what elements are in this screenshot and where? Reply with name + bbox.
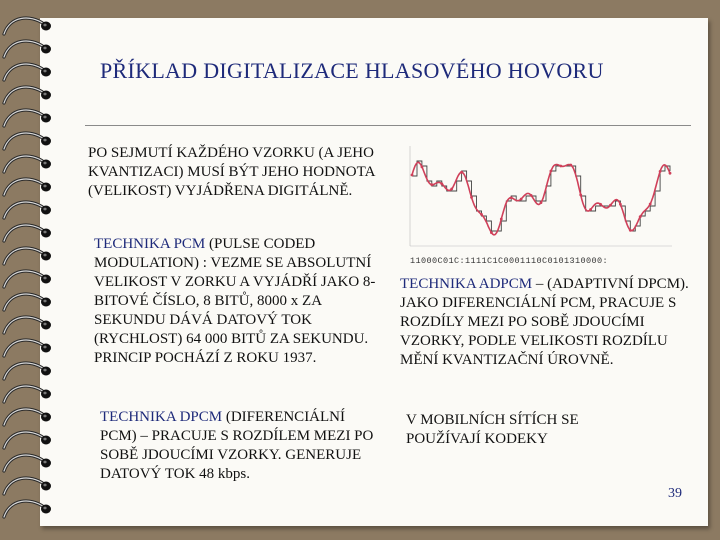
adpcm-heading: TECHNIKA ADPCM bbox=[400, 276, 533, 292]
sample-point bbox=[629, 229, 632, 232]
pcm-text: (PULSE CODED MODULATION) : VEZME SE ABSOLUTNÍ VELIKOST V ZORKU A VYJÁDŘÍ JAKO 8-BITOVÉ ČÍSLO, 8 BITŮ, 8000 x ZA SEKUNDU DÁVÁ DATOVÝ TOK (RYCHLOST) 64 000 BITŮ ZA SEKUNDU. PRINCIP POCHÁZÍ Z ROKU 1937. bbox=[94, 236, 376, 366]
sample-point bbox=[411, 174, 414, 177]
slide-title: PŘÍKLAD DIGITALIZACE HLASOVÉHO HOVORU bbox=[100, 58, 604, 83]
sample-point bbox=[589, 208, 592, 211]
sample-point bbox=[520, 198, 523, 201]
paragraph-mobile-codecs: V MOBILNÍCH SÍTÍCH SE POUŽÍVAJÍ KODEKY bbox=[406, 412, 579, 447]
adpcm-text: – (ADAPTIVNÍ DPCM). JAKO DIFERENCIÁLNÍ PCM, PRACUJE S ROZDÍLY MEZI PO SOBĚ JDOUCÍMI VZORKY, PODLE VELIKOSTI ROZDÍLU MĚNÍ KVANTIZAČNÍ ÚROVNĚ. bbox=[400, 276, 689, 368]
paragraph-dpcm bbox=[100, 408, 380, 484]
sample-point bbox=[599, 203, 602, 206]
sample-point bbox=[421, 166, 424, 169]
sample-point bbox=[470, 196, 473, 199]
title-divider bbox=[85, 125, 691, 126]
slide-page bbox=[40, 18, 708, 526]
sample-point bbox=[649, 203, 652, 206]
sample-point bbox=[569, 164, 572, 167]
page-number: 39 bbox=[668, 486, 682, 501]
sample-point bbox=[540, 201, 543, 204]
digitized-signal-figure bbox=[404, 138, 680, 268]
sample-point bbox=[669, 172, 672, 175]
sample-point bbox=[619, 203, 622, 206]
dpcm-heading: TECHNIKA DPCM bbox=[100, 409, 223, 425]
sample-point bbox=[639, 215, 642, 218]
sample-point bbox=[659, 170, 662, 173]
sample-point bbox=[460, 171, 463, 174]
signal-plot bbox=[404, 138, 680, 268]
quantized-signal bbox=[412, 161, 670, 231]
paragraph-pcm bbox=[94, 235, 378, 368]
paragraph-adpcm bbox=[400, 275, 690, 370]
sample-point bbox=[510, 196, 513, 199]
paragraph-quantization: PO SEJMUTÍ KAŽDÉHO VZORKU (A JEHO KVANTIZACI) MUSÍ BÝT JEHO HODNOTA (VELIKOST) VYJÁDŘENA DIGITÁLNĚ. bbox=[88, 145, 375, 199]
binding-ring bbox=[0, 491, 70, 531]
dpcm-text: (DIFERENCIÁLNÍ PCM) – PRACUJE S ROZDÍLEM MEZI PO SOBĚ JDOUCÍMI VZORKY. GENERUJE DATOVÝ TOK 48 kbps. bbox=[100, 409, 374, 482]
sample-point bbox=[550, 170, 553, 173]
sample-point bbox=[440, 182, 443, 185]
sample-point bbox=[450, 188, 453, 191]
sample-point bbox=[530, 194, 533, 197]
pcm-heading: TECHNIKA PCM bbox=[94, 236, 206, 252]
sample-point bbox=[500, 218, 503, 221]
sample-point bbox=[609, 204, 612, 207]
bitstream-label: 11000C01C:1111C1C0001110C0101310000: bbox=[410, 256, 609, 266]
sample-point bbox=[480, 213, 483, 216]
sample-point bbox=[559, 165, 562, 168]
analog-signal bbox=[412, 162, 670, 234]
sample-point bbox=[430, 183, 433, 186]
sample-point bbox=[579, 194, 582, 197]
sample-point bbox=[490, 231, 493, 234]
